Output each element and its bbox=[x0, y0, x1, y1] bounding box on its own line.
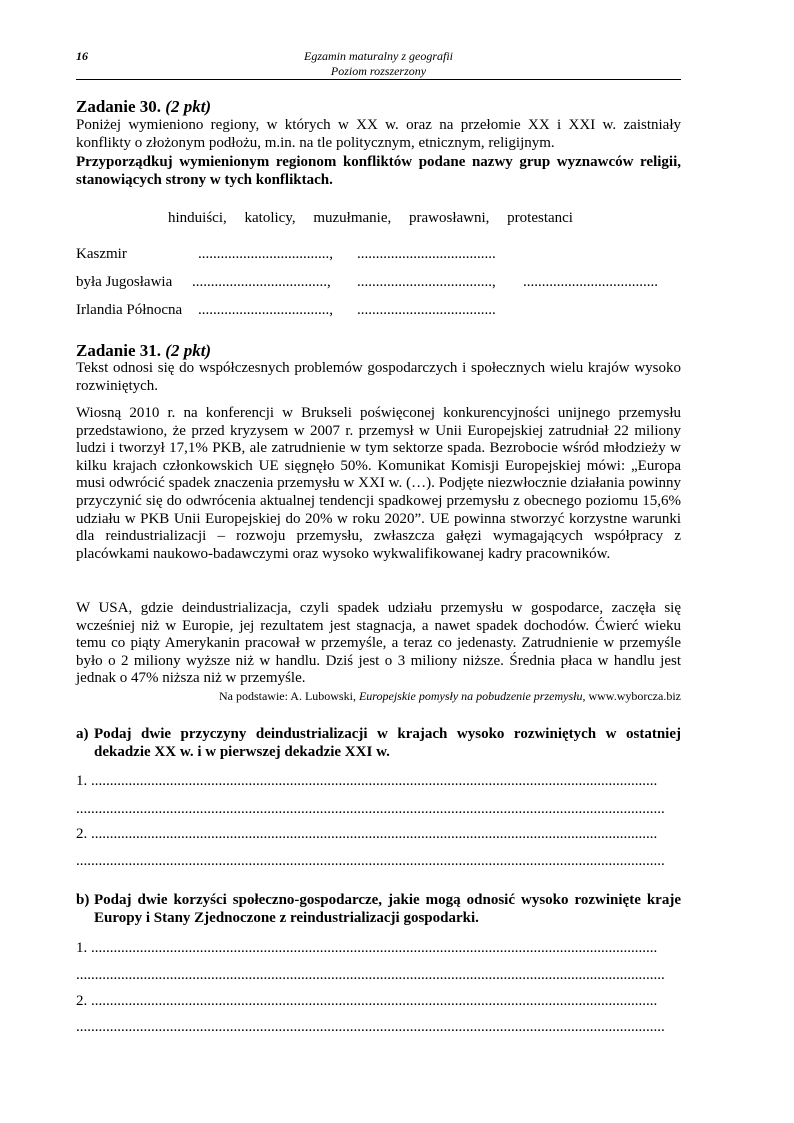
option-item: protestanci bbox=[507, 210, 573, 226]
answer-blank[interactable]: ..................................., bbox=[198, 302, 333, 318]
answer-blank[interactable]: ..................................., bbox=[198, 246, 333, 262]
answer-line[interactable]: 2. ....................................................................................................................................................... bbox=[76, 826, 658, 842]
answer-blank[interactable]: ...................................., bbox=[357, 274, 496, 290]
source-citation bbox=[219, 689, 681, 704]
question-text: Podaj dwie przyczyny deindustrializacji w krajach wysoko rozwiniętych w ostatniej dekadzie XX w. i w pierwszej dekadzie XXI w. bbox=[94, 726, 681, 760]
question-text: Podaj dwie korzyści społeczno-gospodarcze, jakie mogą odnosić wysoko rozwinięte kraje Europy i Stany Zjednoczone z reindustrializacji gospodarki. bbox=[94, 892, 681, 926]
source-text-para1: Wiosną 2010 r. na konferencji w Brukseli poświęconej konkurencyjności unijnego przemysłu przedstawiono, że przed kryzysem w 2007 r. przemysł w Unii Europejskiej zatrudniał 22 miliony ludzi i tworzył 17,1% PKB, ale zatrudnienie w tym sektorze spada. Bezrobocie wśród młodzieży w kilku krajach członkowskich UE sięgnęło 50%. Komunikat Komisji Europejskiej mówi: „Europa musi odwrócić spadek znaczenia przemysłu w XXI w. (…). Podjęte niezwłocznie działania powinny przyczynić się do odwrócenia aktualnej tendencji spadkowej przemysłu z obecnego poziomu 15,6% udziału w PKB Unii Europejskiej do 20% w roku 2020”. UE powinna stworzyć korzystne warunki dla reindustrializacji – rozwoju przemysłu, zwłaszcza gałęzi wymagających współpracy z placówkami naukowo-badawczymi oraz wysoko wykwalifikowanej kadry pracowników. bbox=[76, 405, 681, 562]
task30-points: (2 pkt) bbox=[165, 97, 212, 116]
region-label: była Jugosławia bbox=[76, 274, 173, 290]
question-a bbox=[76, 725, 681, 761]
answer-blank[interactable]: .................................... bbox=[523, 274, 658, 290]
answer-line[interactable]: 2. ....................................................................................................................................................... bbox=[76, 993, 658, 1009]
page-number: 16 bbox=[76, 49, 88, 63]
answer-blank[interactable]: ..................................... bbox=[357, 302, 496, 318]
task30-instruction: Przyporządkuj wymienionym regionom konfliktów podane nazwy grup wyznawców religii, stanowiących strony w tych konfliktach. bbox=[76, 154, 681, 188]
option-item: katolicy, bbox=[244, 210, 296, 226]
religion-options bbox=[168, 210, 587, 227]
task30-title: Zadanie 30. bbox=[76, 97, 162, 116]
region-label: Irlandia Północna bbox=[76, 302, 183, 318]
source-suffix: , www.wyborcza.biz bbox=[582, 689, 681, 703]
answer-line[interactable]: 1. ....................................................................................................................................................... bbox=[76, 940, 658, 956]
region-row-kaszmir bbox=[76, 246, 696, 264]
task31-points: (2 pkt) bbox=[165, 341, 212, 360]
task30-intro: Poniżej wymieniono regiony, w których w XX w. oraz na przełomie XX i XXI w. zaistniały konflikty o złożonym podłożu, m.in. na tle politycznym, etnicznym, religijnym. bbox=[76, 117, 681, 151]
answer-line[interactable]: ............................................................................................................................................................. bbox=[76, 801, 665, 817]
source-text-para2: W USA, gdzie deindustrializacja, czyli spadek udziału przemysłu w gospodarce, zaczęła się wcześniej niż w Europie, jej rezultatem jest stagnacja, a nawet spadek dochodów. Ćwierć wieku temu co piąty Amerykanin pracował w przemyśle, a teraz co jedenasty. Zatrudnienie w przemyśle było o 2 miliony wyższe niż w handlu. Dziś jest o 3 miliony niższe. Średnia płaca w handlu jest jednak o 47% niższa niż w przemyśle. bbox=[76, 600, 681, 687]
task31-heading bbox=[76, 341, 211, 361]
task30-heading bbox=[76, 97, 211, 117]
answer-blank[interactable]: ..................................... bbox=[357, 246, 496, 262]
question-b bbox=[76, 891, 681, 927]
header-title bbox=[76, 49, 681, 79]
question-letter: a) bbox=[76, 726, 89, 742]
source-title: Europejskie pomysły na pobudzenie przemysłu bbox=[358, 689, 583, 703]
task31-title: Zadanie 31. bbox=[76, 341, 162, 360]
answer-line[interactable]: ............................................................................................................................................................. bbox=[76, 1019, 665, 1035]
question-letter: b) bbox=[76, 892, 90, 908]
header-title-line2: Poziom rozszerzony bbox=[330, 64, 427, 78]
option-item: prawosławni, bbox=[409, 210, 490, 226]
source-prefix: Na podstawie: A. Lubowski, bbox=[218, 689, 359, 703]
answer-line[interactable]: ............................................................................................................................................................. bbox=[76, 853, 665, 869]
answer-line[interactable]: ............................................................................................................................................................. bbox=[76, 967, 665, 983]
region-label: Kaszmir bbox=[76, 246, 127, 262]
page-header bbox=[76, 49, 681, 80]
answer-line[interactable]: 1. ....................................................................................................................................................... bbox=[76, 773, 658, 789]
answer-blank[interactable]: ...................................., bbox=[192, 274, 331, 290]
region-row-irlandia bbox=[76, 302, 696, 320]
option-item: hinduiści, bbox=[168, 210, 227, 226]
task31-intro: Tekst odnosi się do współczesnych problemów gospodarczych i społecznych wielu krajów wysoko rozwiniętych. bbox=[76, 360, 681, 394]
region-row-jugoslawia bbox=[76, 274, 696, 292]
option-item: muzułmanie, bbox=[313, 210, 392, 226]
header-title-line1: Egzamin maturalny z geografii bbox=[304, 49, 453, 63]
